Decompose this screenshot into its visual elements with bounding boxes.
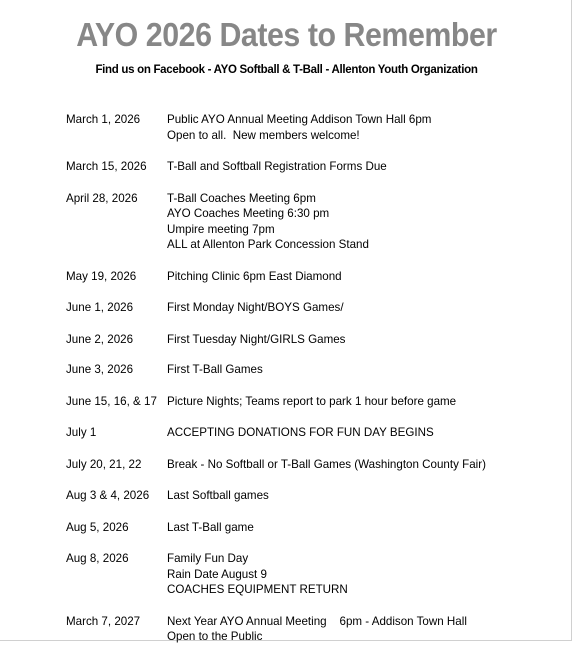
event-description [167,488,556,504]
event-description-line: Umpire meeting 7pm [167,222,275,236]
event-description [167,457,556,473]
event-description-line: Open to all. New members welcome! [167,128,360,142]
event-description [167,112,556,143]
page-title: AYO 2026 Dates to Remember [76,16,497,53]
event-description [167,394,556,410]
page-subtitle: Find us on Facebook - AYO Softball & T-Ball - Allenton Youth Organization [95,64,478,76]
event-date: Aug 8, 2026 [66,552,129,565]
event-description-line: Break - No Softball or T-Ball Games (Washington County Fair) [167,457,486,471]
event-date: June 2, 2026 [66,332,134,346]
event-date: July 1 [66,426,97,439]
event-description-line: COACHES EQUIPMENT RETURN [167,583,348,596]
event-description [167,332,556,348]
event-description [167,614,556,645]
event-date: June 3, 2026 [66,363,134,376]
event-row [66,425,556,441]
event-row [66,551,556,598]
event-row [66,614,556,645]
event-date: Aug 5, 2026 [66,520,129,534]
event-description-line: First Tuesday Night/GIRLS Games [167,332,346,346]
event-description-line: T-Ball and Softball Registration Forms Due [167,160,387,173]
event-description-line: Family Fun Day [167,552,249,565]
event-row [66,488,556,504]
event-row [66,269,556,285]
event-description [167,520,556,536]
event-row [66,159,556,175]
event-row [66,332,556,348]
event-description-line: Last T-Ball game [167,520,254,534]
event-date: Aug 3 & 4, 2026 [66,489,150,502]
event-row [66,457,556,473]
event-description-line: Public AYO Annual Meeting Addison Town Hall 6pm [167,113,432,126]
event-description-line: Pitching Clinic 6pm East Diamond [167,269,342,283]
event-date: May 19, 2026 [66,269,137,283]
event-date: March 1, 2026 [66,113,141,126]
event-description-line: First T-Ball Games [167,363,263,376]
event-date: June 15, 16, & 17 [66,394,157,408]
event-date: July 20, 21, 22 [66,457,142,471]
event-date: March 7, 2027 [66,614,141,628]
event-description-line: Next Year AYO Annual Meeting 6pm - Addison Town Hall [167,614,467,628]
event-description-line: ACCEPTING DONATIONS FOR FUN DAY BEGINS [167,426,434,439]
event-description-line: Open to the Public [167,630,263,643]
event-date: March 15, 2026 [66,160,147,173]
event-description-line: AYO Coaches Meeting 6:30 pm [167,207,330,220]
event-description-line: Last Softball games [167,489,269,502]
events-list [66,96,556,645]
event-row [66,300,556,316]
event-description [167,191,556,253]
event-description-line: First Monday Night/BOYS Games/ [167,301,344,314]
event-row [66,520,556,536]
event-description-line: ALL at Allenton Park Concession Stand [167,238,369,251]
event-row [66,362,556,378]
event-row [66,394,556,410]
event-description [167,551,556,598]
event-description-line: Rain Date August 9 [167,567,267,581]
event-description-line: Picture Nights; Teams report to park 1 hour before game [167,394,457,408]
event-description [167,300,556,316]
event-row [66,191,556,253]
event-row [66,112,556,143]
event-description [167,362,556,378]
event-date: April 28, 2026 [66,191,138,205]
event-description [167,269,556,285]
event-description [167,425,556,441]
event-date: June 1, 2026 [66,301,134,314]
event-description [167,159,556,175]
event-description-line: T-Ball Coaches Meeting 6pm [167,191,316,205]
